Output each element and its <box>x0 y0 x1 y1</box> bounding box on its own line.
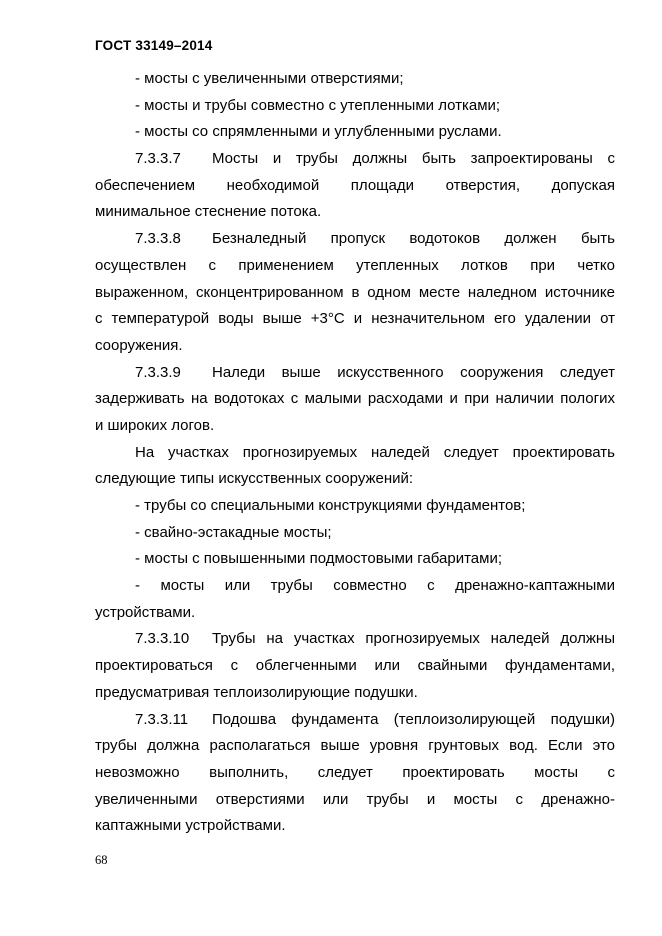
document-header: ГОСТ 33149–2014 <box>95 38 213 53</box>
clause-number: 7.3.3.10 <box>135 630 190 648</box>
text-line: трубы должна располагаться выше уровня грунтовых вод. Если это <box>95 737 615 755</box>
clause-number: 7.3.3.11 <box>135 710 189 728</box>
clause-first-line <box>95 226 615 253</box>
text-line: обеспечением необходимой площади отверстия, допуская <box>95 176 615 194</box>
clause-text: Трубы на участках прогнозируемых наледей должны <box>212 630 615 648</box>
text-line: устройствами. <box>95 603 196 621</box>
clause-first-line <box>95 626 615 653</box>
document-body <box>95 66 615 840</box>
clause-text: Безналедный пропуск водотоков должен быть <box>212 230 615 248</box>
text-line: выраженном, сконцентрированном в одном месте наледном источнике <box>95 283 615 301</box>
text-line: следующие типы искусственных сооружений: <box>95 470 414 488</box>
clause-text: Мосты и трубы должны быть запроектированы с <box>212 150 615 168</box>
text-line: каптажными устройствами. <box>95 817 286 835</box>
text-line: минимальное стеснение потока. <box>95 203 322 221</box>
text-line: увеличенными отверстиями или трубы и мосты с дренажно- <box>95 790 615 808</box>
clause-number: 7.3.3.8 <box>135 230 181 248</box>
list-item: - мосты или трубы совместно с дренажно-каптажными <box>135 577 615 595</box>
clause-number: 7.3.3.7 <box>135 150 181 168</box>
text-line: осуществлен с применением утепленных лотков при четко <box>95 256 615 274</box>
list-item: - мосты с увеличенными отверстиями; <box>135 70 404 87</box>
list-item: - мосты и трубы совместно с утепленными лотками; <box>135 96 501 114</box>
clause-number: 7.3.3.9 <box>135 363 181 381</box>
page-number: 68 <box>95 853 108 867</box>
clause-text: Наледи выше искусственного сооружения следует <box>212 363 615 381</box>
clause-first-line <box>95 146 615 173</box>
text-line: сооружения. <box>95 336 183 354</box>
text-line: проектироваться с облегченными или свайными фундаментами, <box>95 657 615 675</box>
list-item: - мосты со спрямленными и углубленными руслами. <box>135 123 502 141</box>
list-item: - мосты с повышенными подмостовыми габаритами; <box>135 550 502 568</box>
text-line: и широких логов. <box>95 416 215 434</box>
clause-first-line <box>95 707 615 734</box>
text-line: невозможно выполнить, следует проектировать мосты с <box>95 763 615 781</box>
clause-first-line <box>95 360 615 387</box>
text-line: задерживать на водотоках с малыми расходами и при наличии пологих <box>95 390 615 408</box>
paragraph-first-line: На участках прогнозируемых наледей следует проектировать <box>135 443 615 461</box>
list-item: - свайно-эстакадные мосты; <box>135 523 332 541</box>
clause-text: Подошва фундамента (теплоизолирующей подушки) <box>212 710 615 728</box>
text-line: с температурой воды выше +3°С и незначительном его удалении от <box>95 310 615 328</box>
list-item: - трубы со специальными конструкциями фундаментов; <box>135 497 526 514</box>
text-line: предусматривая теплоизолирующие подушки. <box>95 683 418 701</box>
